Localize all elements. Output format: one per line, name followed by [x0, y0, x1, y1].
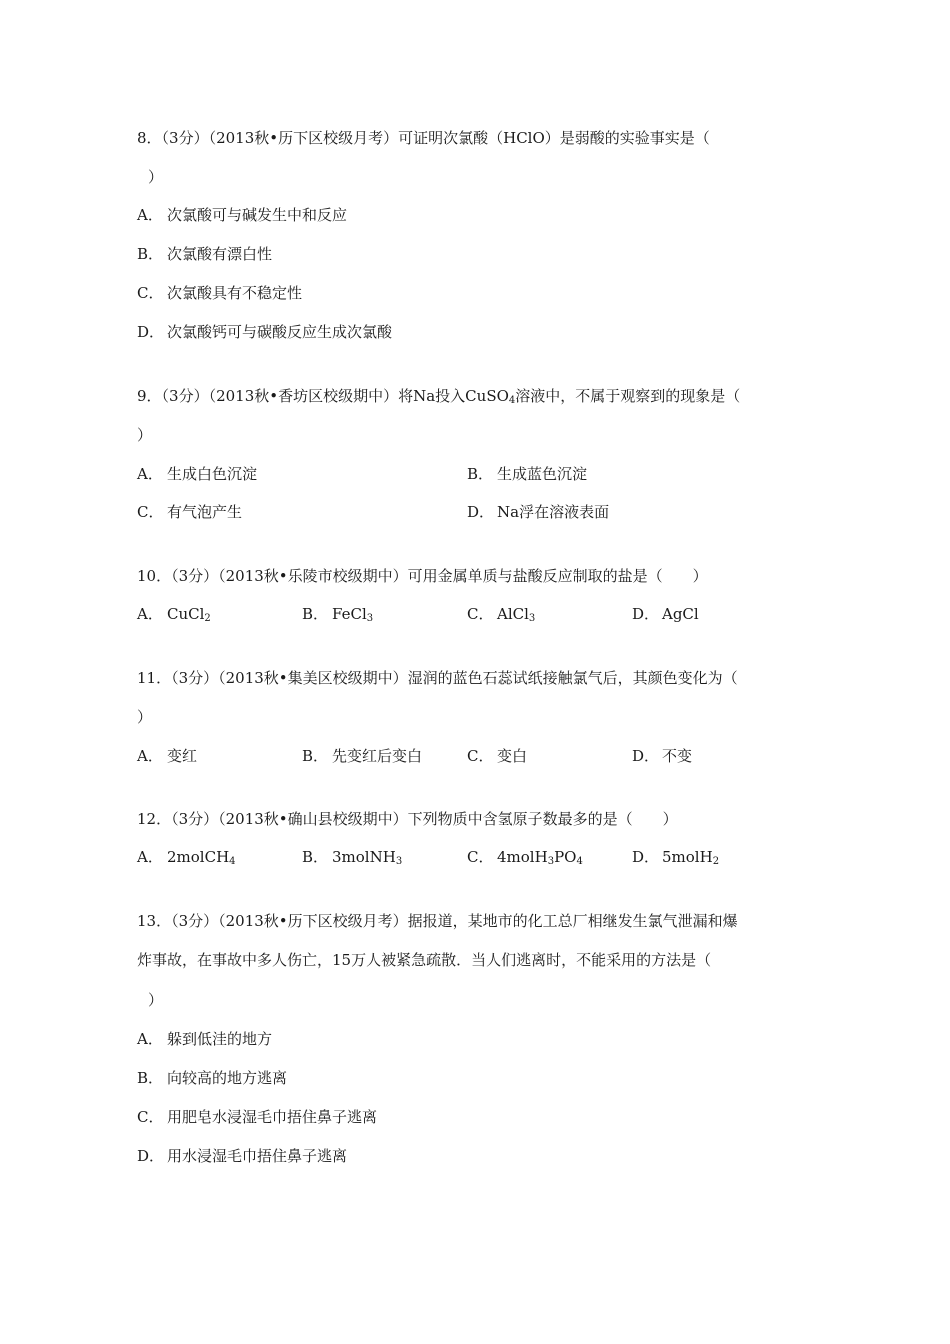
option-letter: A． — [137, 1030, 163, 1048]
question-13-option-b — [137, 1068, 287, 1088]
option-letter: B． — [467, 465, 494, 483]
option-letter: C． — [137, 1108, 164, 1126]
option-text: 次氯酸钙可与碳酸反应生成次氯酸 — [167, 323, 393, 341]
option-letter: B． — [302, 747, 329, 765]
question-13-option-a — [137, 1029, 272, 1049]
subscript: 4 — [229, 856, 236, 867]
question-9-stem — [137, 386, 740, 411]
option-text: 2molCH — [167, 848, 230, 866]
question-9-close-paren: ） — [137, 426, 153, 444]
question-11-close-paren: ） — [137, 708, 153, 726]
option-text: 次氯酸可与碱发生中和反应 — [167, 206, 348, 224]
option-letter: D． — [467, 503, 495, 521]
question-11-option-d — [632, 746, 692, 766]
option-text: 用水浸湿毛巾捂住鼻子逃离 — [167, 1147, 348, 1165]
question-13-option-d — [137, 1146, 347, 1166]
question-12-option-c — [467, 847, 583, 872]
option-text: 次氯酸具有不稳定性 — [167, 284, 303, 302]
subscript: 2 — [204, 613, 211, 624]
stem-part: 溶液中，不属于观察到的现象是（ — [515, 387, 741, 405]
question-8-option-d — [137, 322, 392, 342]
option-letter: C． — [467, 605, 494, 623]
subscript: 3 — [395, 856, 403, 867]
option-letter: A． — [137, 605, 163, 623]
option-letter: A． — [137, 465, 163, 483]
question-9-option-a — [137, 464, 257, 484]
option-letter: D． — [632, 747, 660, 765]
question-11-option-c — [467, 746, 527, 766]
option-text: 4molH — [497, 848, 548, 866]
option-letter: C． — [137, 284, 164, 302]
question-8-option-c — [137, 283, 302, 303]
option-text: 变白 — [497, 747, 528, 765]
option-letter: C． — [467, 848, 494, 866]
option-letter: D． — [137, 323, 165, 341]
option-letter: B． — [137, 245, 164, 263]
question-9-option-b — [467, 464, 587, 484]
stem-part: 9．（3分）（2013秋•香坊区校级期中）将Na投入CuSO — [137, 387, 509, 405]
subscript: 4 — [508, 395, 516, 406]
option-text: FeCl — [332, 605, 367, 623]
question-9-option-d — [467, 502, 609, 522]
subscript: 4 — [576, 856, 583, 867]
question-11-option-a — [137, 746, 197, 766]
option-letter: A． — [137, 206, 163, 224]
option-text: 向较高的地方逃离 — [167, 1069, 288, 1087]
option-text: AgCl — [662, 605, 699, 623]
subscript: 2 — [712, 856, 720, 867]
option-letter: D． — [632, 605, 660, 623]
option-text: 次氯酸有漂白性 — [167, 245, 273, 263]
option-letter: D． — [137, 1147, 165, 1165]
option-text: CuCl — [167, 605, 205, 623]
option-letter: B． — [302, 848, 329, 866]
question-8-option-a — [137, 205, 347, 225]
option-text-tail: PO — [554, 848, 577, 866]
option-text: 不变 — [662, 747, 693, 765]
option-text: 先变红后变白 — [332, 747, 423, 765]
question-10-option-d — [632, 604, 699, 624]
question-13-stem-line-1: 13．（3分）（2013秋•历下区校级月考）据报道，某地市的化工总厂相继发生氯气泄漏和爆 — [137, 912, 738, 930]
subscript: 3 — [366, 613, 374, 624]
option-letter: B． — [302, 605, 329, 623]
question-8-option-b — [137, 244, 272, 264]
option-letter: A． — [137, 848, 163, 866]
option-text: 5molH — [662, 848, 713, 866]
question-10-option-b — [302, 604, 373, 629]
question-12-option-b — [302, 847, 402, 872]
option-letter: A． — [137, 747, 163, 765]
option-text: 生成蓝色沉淀 — [497, 465, 588, 483]
option-text: Na浮在溶液表面 — [497, 503, 610, 521]
subscript: 3 — [528, 613, 536, 624]
question-11-stem: 11．（3分）（2013秋•集美区校级期中）湿润的蓝色石蕊试纸接触氯气后，其颜色变化为（ — [137, 669, 738, 687]
option-text: 生成白色沉淀 — [167, 465, 258, 483]
question-10-option-c — [467, 604, 535, 629]
subscript: 3 — [547, 856, 555, 867]
question-10-option-a — [137, 604, 211, 629]
question-12-stem: 12．（3分）（2013秋•确山县校级期中）下列物质中含氢原子数最多的是（ ） — [137, 810, 678, 828]
question-10-stem: 10．（3分）（2013秋•乐陵市校级期中）可用金属单质与盐酸反应制取的盐是（ ） — [137, 567, 708, 585]
question-13-stem-line-2: 炸事故，在事故中多人伤亡，15万人被紧急疏散．当人们逃离时，不能采用的方法是（ — [137, 951, 712, 969]
question-12-option-d — [632, 847, 719, 872]
question-13-option-c — [137, 1107, 377, 1127]
question-13-close-paren: ） — [148, 991, 164, 1009]
question-11-option-b — [302, 746, 422, 766]
question-12-option-a — [137, 847, 236, 872]
option-text: 有气泡产生 — [167, 503, 243, 521]
option-text: AlCl — [497, 605, 529, 623]
question-8-stem: 8．（3分）（2013秋•历下区校级月考）可证明次氯酸（HClO）是弱酸的实验事实是（ — [137, 129, 710, 147]
option-text: 3molNH — [332, 848, 396, 866]
question-9-option-c — [137, 502, 242, 522]
option-letter: C． — [137, 503, 164, 521]
option-text: 躲到低洼的地方 — [167, 1030, 273, 1048]
option-letter: D． — [632, 848, 660, 866]
option-letter: B． — [137, 1069, 164, 1087]
option-letter: C． — [467, 747, 494, 765]
question-8-close-paren: ） — [148, 168, 164, 186]
option-text: 变红 — [167, 747, 198, 765]
option-text: 用肥皂水浸湿毛巾捂住鼻子逃离 — [167, 1108, 378, 1126]
